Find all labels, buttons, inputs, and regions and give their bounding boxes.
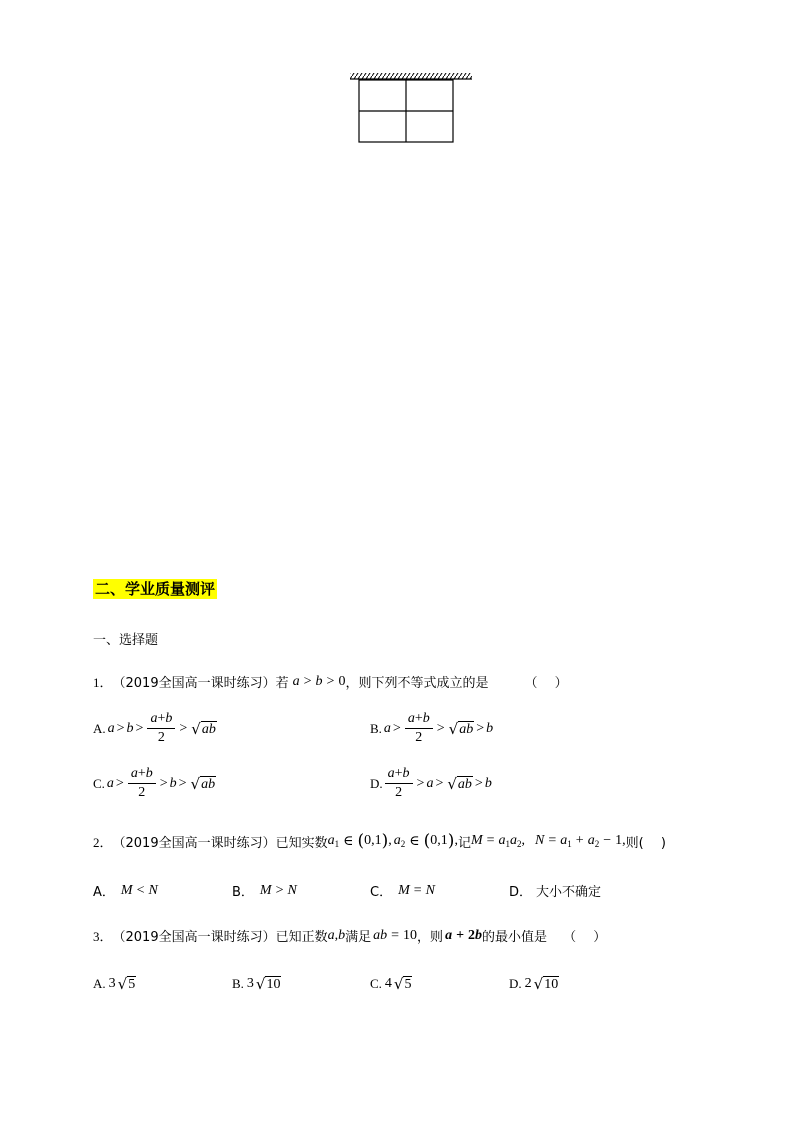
- q3-option-a[interactable]: A. 3 √ 5: [93, 975, 136, 993]
- q3-answer-paren: （ ）: [563, 930, 607, 945]
- q2-option-d[interactable]: D． 大小不确定: [509, 885, 602, 900]
- q2-option-a[interactable]: A． M < N: [93, 882, 158, 900]
- q1-option-d[interactable]: D. $\frac{a+b}{2}$ > a > √ ab > b: [370, 766, 492, 800]
- q3-source: （2019全国高一课时练习）: [112, 930, 276, 945]
- q3-option-b[interactable]: B. 3 √ 10: [232, 975, 281, 993]
- q2-source: （2019全国高一课时练习）: [112, 835, 276, 851]
- q1-source: （2019全国高一课时练习）: [112, 676, 276, 691]
- question-2: 2． （2019全国高一课时练习） 已知实数 $a_1$ ∈ ( 0,1 ) , $a_2$ ∈ ( 0,1 ) , 记 M = $a_1a_2$ , N = $a_1$ + $a_2$ − 1 , 则 ( ): [93, 831, 666, 851]
- hanging-boxes-figure: [348, 70, 474, 146]
- q2-option-c[interactable]: C． M = N: [370, 882, 435, 900]
- q1-option-b[interactable]: B. a > $\frac{a+b}{2}$ > √ ab > b: [370, 711, 494, 745]
- subsection-title: 一、选择题: [93, 633, 159, 648]
- question-3: 3． （2019全国高一课时练习） 已知正数 a , b 满足 ab = 10 ，则 a + 2 b 的最小值是 （ ）: [93, 927, 607, 945]
- question-1: 1． （2019全国高一课时练习） 若 a > b > 0 ，则下列不等式成立的是 （ ）: [93, 673, 568, 691]
- q1-option-a[interactable]: A. a > b > $\frac{a+b}{2}$ > √ ab: [93, 711, 216, 745]
- q3-option-c[interactable]: C. 4 √ 5: [370, 975, 412, 993]
- q2-option-b[interactable]: B． M > N: [232, 882, 297, 900]
- section-title: 二、学业质量测评: [95, 580, 216, 598]
- q2-answer-paren: ( ): [638, 835, 666, 851]
- q1-option-c[interactable]: C. a > $\frac{a+b}{2}$ > b > √ ab: [93, 766, 216, 800]
- ceiling-hatch: [350, 73, 472, 79]
- q3-option-d[interactable]: D. 2 √ 10: [509, 975, 559, 993]
- q1-answer-paren: （ ）: [524, 676, 568, 691]
